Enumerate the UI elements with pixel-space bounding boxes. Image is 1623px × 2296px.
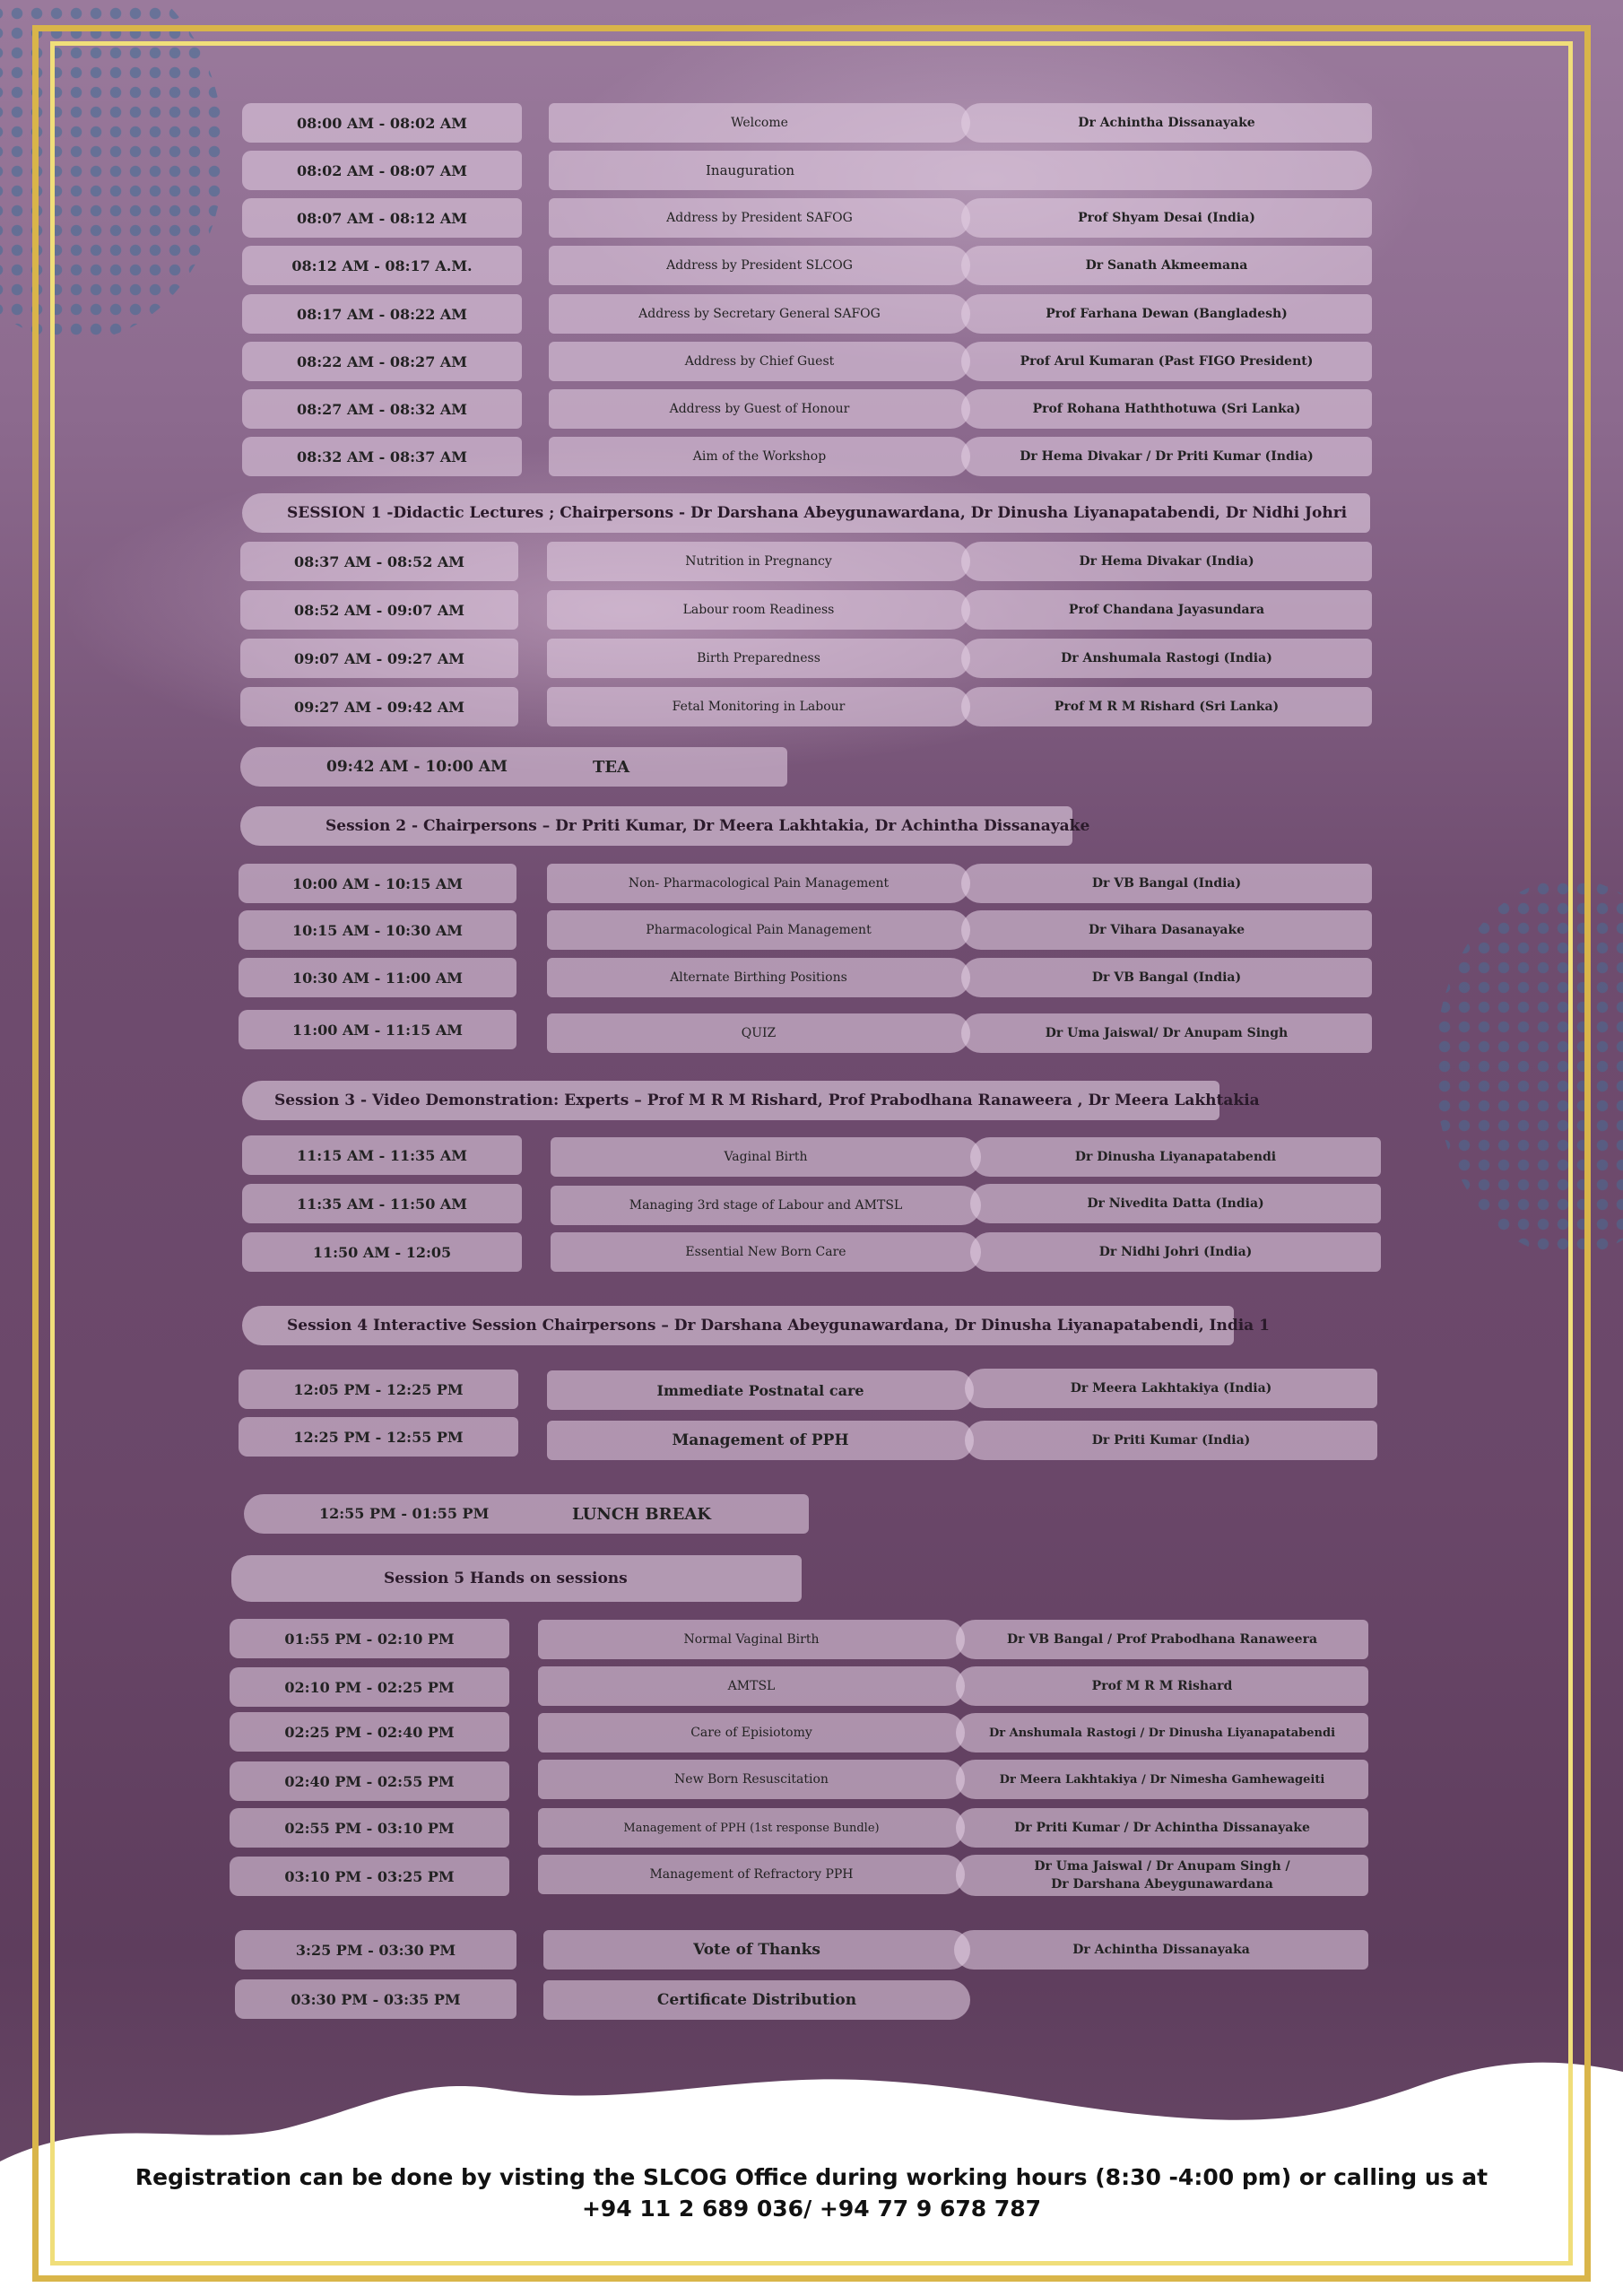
time-slot: 02:40 PM - 02:55 PM xyxy=(230,1761,509,1801)
topic: Managing 3rd stage of Labour and AMTSL xyxy=(551,1186,981,1225)
time-slot: 02:25 PM - 02:40 PM xyxy=(230,1712,509,1752)
time-slot: 01:55 PM - 02:10 PM xyxy=(230,1619,509,1658)
registration-line-1: Registration can be done by visting the SLCOG Office during working hours (8:30 -4:00 pm) or calling us at xyxy=(135,2164,1488,2190)
speaker: Dr Vihara Dasanayake xyxy=(961,910,1372,950)
time-slot: 08:02 AM - 08:07 AM xyxy=(242,151,522,190)
speaker: Prof Chandana Jayasundara xyxy=(961,590,1372,630)
time-slot: 12:05 PM - 12:25 PM xyxy=(239,1370,518,1409)
speaker: Dr Nidhi Johri (India) xyxy=(970,1232,1381,1272)
topic: Nutrition in Pregnancy xyxy=(547,542,970,581)
time-slot: 02:10 PM - 02:25 PM xyxy=(230,1667,509,1707)
topic: Labour room Readiness xyxy=(547,590,970,630)
session-2-heading xyxy=(240,806,1090,846)
lunch-label: LUNCH BREAK xyxy=(572,1505,711,1524)
session-5-heading xyxy=(231,1555,802,1602)
lunch-break-bar xyxy=(244,1494,809,1534)
time-slot: 11:00 AM - 11:15 AM xyxy=(239,1010,516,1049)
time-slot: 03:10 PM - 03:25 PM xyxy=(230,1857,509,1896)
speaker-line-2: Dr Darshana Abeygunawardana xyxy=(1051,1877,1273,1892)
time-slot: 10:15 AM - 10:30 AM xyxy=(239,910,516,950)
tea-time: 09:42 AM - 10:00 AM xyxy=(326,758,508,776)
speaker xyxy=(956,1855,1368,1896)
time-slot: 08:17 AM - 08:22 AM xyxy=(242,294,522,334)
topic xyxy=(549,151,1372,190)
topic: Welcome xyxy=(549,103,970,143)
registration-info xyxy=(135,2161,1488,2224)
topic: Address by Guest of Honour xyxy=(549,389,970,429)
speaker-line-1: Dr Uma Jaiswal / Dr Anupam Singh / xyxy=(1034,1859,1290,1874)
session-3-heading xyxy=(242,1081,1260,1120)
topic: Immediate Postnatal care xyxy=(547,1370,974,1410)
speaker: Dr Anshumala Rastogi / Dr Dinusha Liyanapatabendi xyxy=(956,1713,1368,1752)
topic: Normal Vaginal Birth xyxy=(538,1620,965,1659)
session-5-heading-text: Session 5 Hands on sessions xyxy=(384,1570,628,1587)
topic: Care of Episiotomy xyxy=(538,1713,965,1752)
speaker: Dr Priti Kumar (India) xyxy=(965,1421,1377,1460)
time-slot: 08:52 AM - 09:07 AM xyxy=(240,590,518,630)
speaker: Dr Meera Lakhtakiya (India) xyxy=(965,1369,1377,1408)
topic: New Born Resuscitation xyxy=(538,1760,965,1799)
registration-phone-line: +94 11 2 689 036/ +94 77 9 678 787 xyxy=(581,2196,1042,2222)
time-slot: 11:50 AM - 12:05 xyxy=(242,1232,522,1272)
speaker: Dr VB Bangal (India) xyxy=(961,864,1372,903)
speaker: Dr Anshumala Rastogi (India) xyxy=(961,639,1372,678)
time-slot: 12:25 PM - 12:55 PM xyxy=(239,1417,518,1457)
topic: Address by President SLCOG xyxy=(549,246,970,285)
speaker: Prof Arul Kumaran (Past FIGO President) xyxy=(961,342,1372,381)
topic: Certificate Distribution xyxy=(543,1980,970,2020)
time-slot: 11:15 AM - 11:35 AM xyxy=(242,1135,522,1175)
time-slot: 09:07 AM - 09:27 AM xyxy=(240,639,518,678)
topic: Aim of the Workshop xyxy=(549,437,970,476)
time-slot: 10:00 AM - 10:15 AM xyxy=(239,864,516,903)
speaker: Dr VB Bangal / Prof Prabodhana Ranaweera xyxy=(956,1620,1368,1659)
speaker: Prof Rohana Haththotuwa (Sri Lanka) xyxy=(961,389,1372,429)
lunch-time: 12:55 PM - 01:55 PM xyxy=(319,1505,490,1522)
speaker: Dr Meera Lakhtakiya / Dr Nimesha Gamhewageiti xyxy=(956,1760,1368,1799)
time-slot: 09:27 AM - 09:42 AM xyxy=(240,687,518,726)
speaker: Dr Sanath Akmeemana xyxy=(961,246,1372,285)
time-slot: 02:55 PM - 03:10 PM xyxy=(230,1808,509,1848)
time-slot: 11:35 AM - 11:50 AM xyxy=(242,1184,522,1223)
session-1-heading-text: SESSION 1 -Didactic Lectures ; Chairpersons - Dr Darshana Abeygunawardana, Dr Dinusha Liyanapatabendi, Dr Nidhi Johri xyxy=(287,504,1348,522)
topic: Alternate Birthing Positions xyxy=(547,958,970,997)
topic: Address by Chief Guest xyxy=(549,342,970,381)
speaker: Dr Hema Divakar / Dr Priti Kumar (India) xyxy=(961,437,1372,476)
time-slot: 08:12 AM - 08:17 A.M. xyxy=(242,246,522,285)
topic: Vaginal Birth xyxy=(551,1137,981,1177)
topic: Management of PPH (1st response Bundle) xyxy=(538,1808,965,1848)
topic: Management of Refractory PPH xyxy=(538,1855,965,1894)
speaker: Dr Achintha Dissanayake xyxy=(961,103,1372,143)
dot-pattern-top-left xyxy=(0,0,224,341)
topic: Address by President SAFOG xyxy=(549,198,970,238)
topic: Non- Pharmacological Pain Management xyxy=(547,864,970,903)
topic: Management of PPH xyxy=(547,1421,974,1460)
speaker: Dr Achintha Dissanayaka xyxy=(954,1930,1368,1970)
topic-text: Inauguration xyxy=(706,162,795,178)
topic: Pharmacological Pain Management xyxy=(547,910,970,950)
speaker: Prof M R M Rishard xyxy=(956,1666,1368,1706)
time-slot: 03:30 PM - 03:35 PM xyxy=(235,1979,516,2019)
session-1-heading xyxy=(242,493,1370,533)
topic: Address by Secretary General SAFOG xyxy=(549,294,970,334)
session-2-heading-text: Session 2 - Chairpersons – Dr Priti Kumar, Dr Meera Lakhtakia, Dr Achintha Dissanayake xyxy=(325,817,1090,835)
speaker: Dr VB Bangal (India) xyxy=(961,958,1372,997)
time-slot: 10:30 AM - 11:00 AM xyxy=(239,958,516,997)
speaker: Prof Shyam Desai (India) xyxy=(961,198,1372,238)
topic: Birth Preparedness xyxy=(547,639,970,678)
time-slot: 3:25 PM - 03:30 PM xyxy=(235,1930,516,1970)
tea-break-bar xyxy=(240,747,787,787)
speaker: Dr Priti Kumar / Dr Achintha Dissanayake xyxy=(956,1808,1368,1848)
speaker: Prof M R M Rishard (Sri Lanka) xyxy=(961,687,1372,726)
time-slot: 08:27 AM - 08:32 AM xyxy=(242,389,522,429)
speaker: Dr Hema Divakar (India) xyxy=(961,542,1372,581)
topic: AMTSL xyxy=(538,1666,965,1706)
time-slot: 08:00 AM - 08:02 AM xyxy=(242,103,522,143)
speaker: Dr Nivedita Datta (India) xyxy=(970,1184,1381,1223)
topic: Essential New Born Care xyxy=(551,1232,981,1272)
topic: QUIZ xyxy=(547,1013,970,1053)
speaker: Prof Farhana Dewan (Bangladesh) xyxy=(961,294,1372,334)
session-4-heading-text: Session 4 Interactive Session Chairpersons – Dr Darshana Abeygunawardana, Dr Dinusha Liyanapatabendi, India 1 xyxy=(287,1317,1270,1335)
time-slot: 08:32 AM - 08:37 AM xyxy=(242,437,522,476)
speaker: Dr Dinusha Liyanapatabendi xyxy=(970,1137,1381,1177)
time-slot: 08:22 AM - 08:27 AM xyxy=(242,342,522,381)
topic: Fetal Monitoring in Labour xyxy=(547,687,970,726)
time-slot: 08:07 AM - 08:12 AM xyxy=(242,198,522,238)
time-slot: 08:37 AM - 08:52 AM xyxy=(240,542,518,581)
dot-pattern-right xyxy=(1435,879,1623,1256)
session-4-heading xyxy=(242,1306,1270,1345)
tea-label: TEA xyxy=(593,758,630,777)
speaker: Dr Uma Jaiswal/ Dr Anupam Singh xyxy=(961,1013,1372,1053)
topic: Vote of Thanks xyxy=(543,1930,970,1970)
session-3-heading-text: Session 3 - Video Demonstration: Experts – Prof M R M Rishard, Prof Prabodhana Ranaweera , Dr Meera Lakhtakia xyxy=(274,1091,1260,1109)
